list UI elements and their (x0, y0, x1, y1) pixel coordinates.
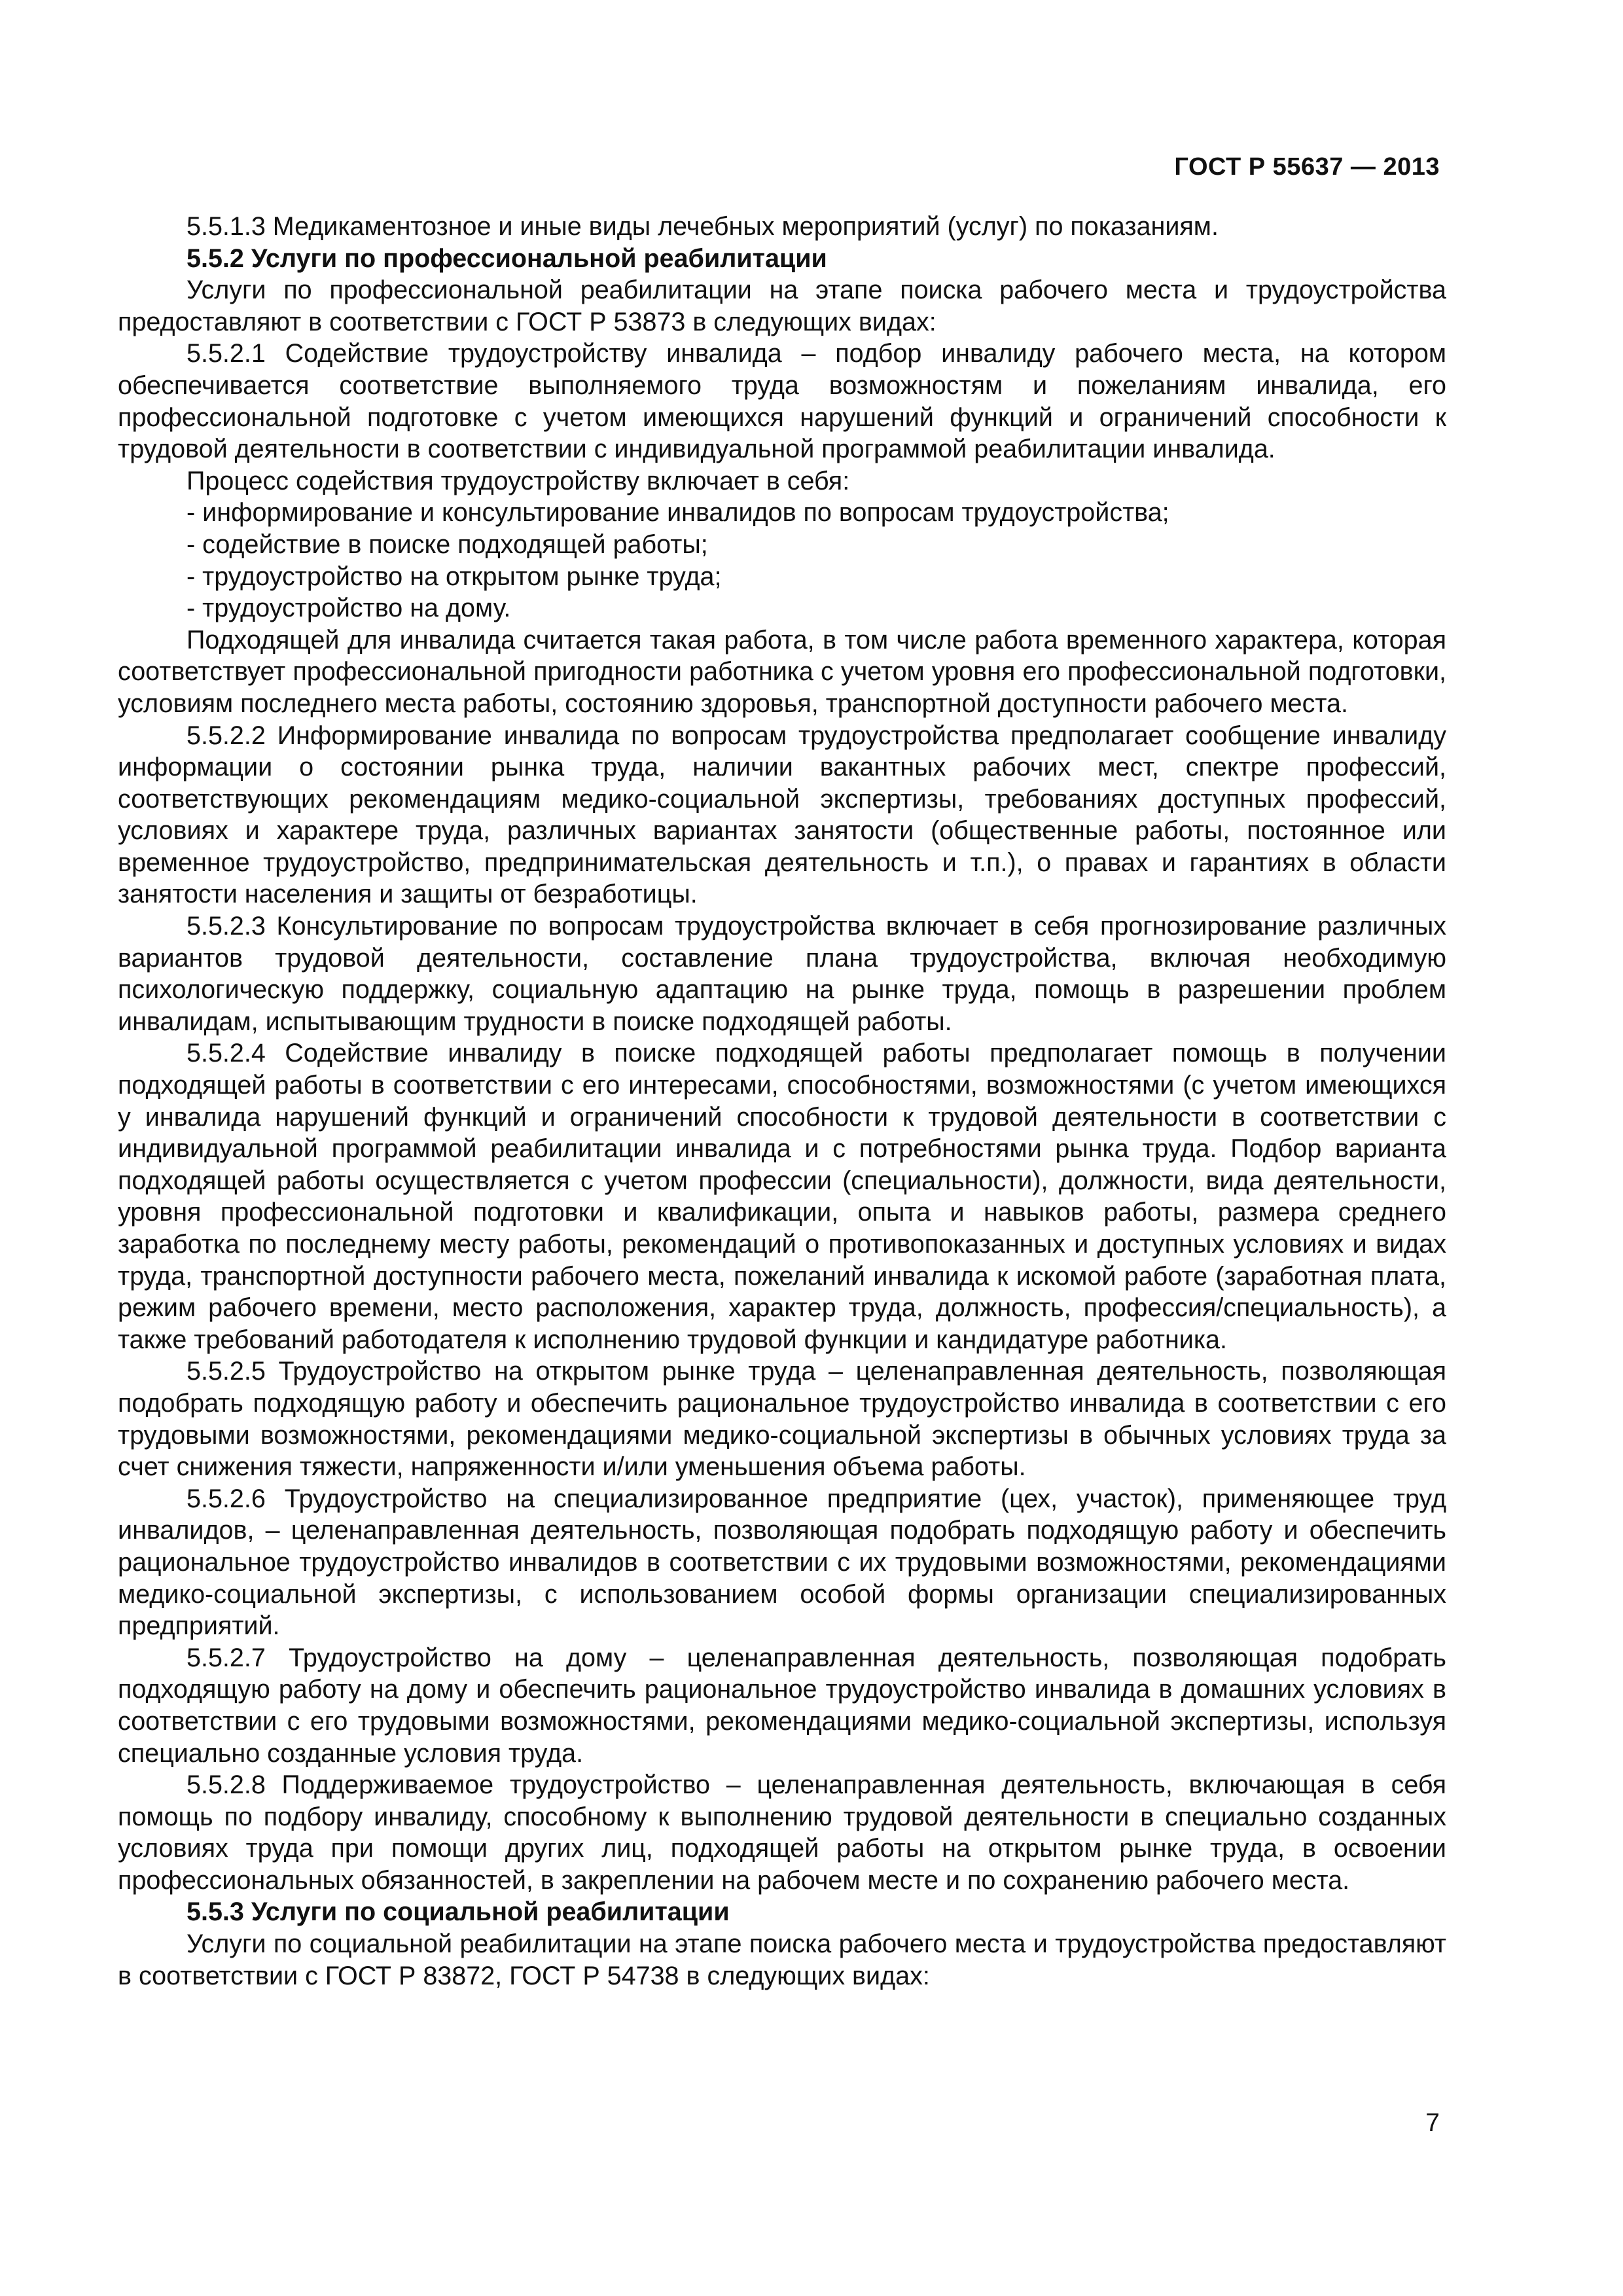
paragraph: Процесс содействия трудоустройству включает в себя: (187, 466, 850, 495)
paragraph: 5.5.2.3 Консультирование по вопросам трудоустройства включает в себя прогнозирование различных вариантов трудовой деятельности, составление плана трудоустройства, включая необходимую психологическую поддержку, социальную адаптацию на рынке труда, помощь в разрешении проблем инвалидам, испытывающим трудности в поиске подходящей работы. (118, 912, 1446, 1036)
paragraph: Подходящей для инвалида считается такая работа, в том числе работа временного характера, которая соответствует профессиональной пригодности работника с учетом уровня его профессиональной подготовки, условиям последнего места работы, состоянию здоровья, транспортной доступности рабочего места. (118, 625, 1446, 718)
paragraph: 5.5.2.8 Поддерживаемое трудоустройство – целенаправленная деятельность, включающая в себя помощь по подбору инвалиду, способному к выполнению трудовой деятельности в специально созданных условиях труда при помощи других лиц, подходящей работы на открытом рынке труда, в освоении профессиональных обязанностей, в закреплении на рабочем месте и по сохранению рабочего места. (118, 1770, 1446, 1895)
section-heading: 5.5.3 Услуги по социальной реабилитации (187, 1897, 730, 1927)
paragraph: 5.5.2.2 Информирование инвалида по вопросам трудоустройства предполагает сообщение инвалиду информации о состоянии рынка труда, наличии вакантных рабочих мест, спектре профессий, соответствующих рекомендациям медико-социальной экспертизы, требованиях доступных профессий, условиях и характере труда, различных вариантах занятости (общественные работы, постоянное или временное трудоустройство, предпринимательская деятельность и т.п.), о правах и гарантиях в области занятости населения и защиты от безработицы. (118, 721, 1446, 909)
paragraph: 5.5.2.5 Трудоустройство на открытом рынке труда – целенаправленная деятельность, позволяющая подобрать подходящую работу и обеспечить рациональное трудоустройство инвалида в соответствии с его трудовыми возможностями, рекомендациями медико-социальной экспертизы в обычных условиях труда за счет снижения тяжести, напряженности и/или уменьшения объема работы. (118, 1357, 1446, 1482)
paragraph: 5.5.2.7 Трудоустройство на дому – целенаправленная деятельность, позволяющая подобрать подходящую работу на дому и обеспечить рациональное трудоустройство инвалида в домашних условиях в соответствии с его трудовыми возможностями, рекомендациями медико-социальной экспертизы, используя специально созданные условия труда. (118, 1643, 1446, 1768)
document-body (118, 211, 1446, 1992)
standard-header: ГОСТ Р 55637 — 2013 (1174, 153, 1440, 181)
list-item: - информирование и консультирование инвалидов по вопросам трудоустройства; (187, 498, 1169, 528)
paragraph: 5.5.2.4 Содействие инвалиду в поиске подходящей работы предполагает помощь в получении подходящей работы в соответствии с его интересами, способностями, возможностями (с учетом имеющихся у инвалида нарушений функций и ограничений способности к трудовой деятельности в соответствии с индивидуальной программой реабилитации инвалида и с потребностями рынка труда. Подбор варианта подходящей работы осуществляется с учетом профессии (специальности), должности, вида деятельности, уровня профессиональной подготовки и квалификации, опыта и навыков работы, размера среднего заработка по последнему месту работы, рекомендаций о противопоказанных и доступных условиях и видах труда, транспортной доступности рабочего места, пожеланий инвалида к искомой работе (заработная плата, режим рабочего времени, место расположения, характер труда, должность, профессия/специальность), а также требований работодателя к исполнению трудовой функции и кандидатуре работника. (118, 1039, 1446, 1354)
page-number: 7 (1425, 2109, 1440, 2137)
paragraph: Услуги по социальной реабилитации на этапе поиска рабочего места и трудоустройства предоставляют в соответствии с ГОСТ Р 83872, ГОСТ Р 54738 в следующих видах: (118, 1929, 1446, 1990)
paragraph: Услуги по профессиональной реабилитации на этапе поиска рабочего места и трудоустройства предоставляют в соответствии с ГОСТ Р 53873 в следующих видах: (118, 276, 1446, 336)
paragraph: 5.5.2.6 Трудоустройство на специализированное предприятие (цех, участок), применяющее труд инвалидов, – целенаправленная деятельность, позволяющая подобрать подходящую работу и обеспечить рациональное трудоустройство инвалидов в соответствии с их трудовыми возможностями, рекомендациями медико-социальной экспертизы, с использованием особой формы организации специализированных предприятий. (118, 1484, 1446, 1641)
paragraph: 5.5.2.1 Содействие трудоустройству инвалида – подбор инвалиду рабочего места, на котором обеспечивается соответствие выполняемого труда возможностям и пожеланиям инвалида, его профессиональной подготовке с учетом имеющихся нарушений функций и ограничений способности к трудовой деятельности в соответствии с индивидуальной программой реабилитации инвалида. (118, 339, 1446, 464)
list-item: - трудоустройство на дому. (187, 594, 511, 623)
section-heading: 5.5.2 Услуги по профессиональной реабилитации (187, 243, 827, 273)
list-item: - содействие в поиске подходящей работы; (187, 529, 708, 559)
list-item: - трудоустройство на открытом рынке труда; (187, 562, 722, 591)
paragraph: 5.5.1.3 Медикаментозное и иные виды лечебных мероприятий (услуг) по показаниям. (187, 212, 1219, 241)
